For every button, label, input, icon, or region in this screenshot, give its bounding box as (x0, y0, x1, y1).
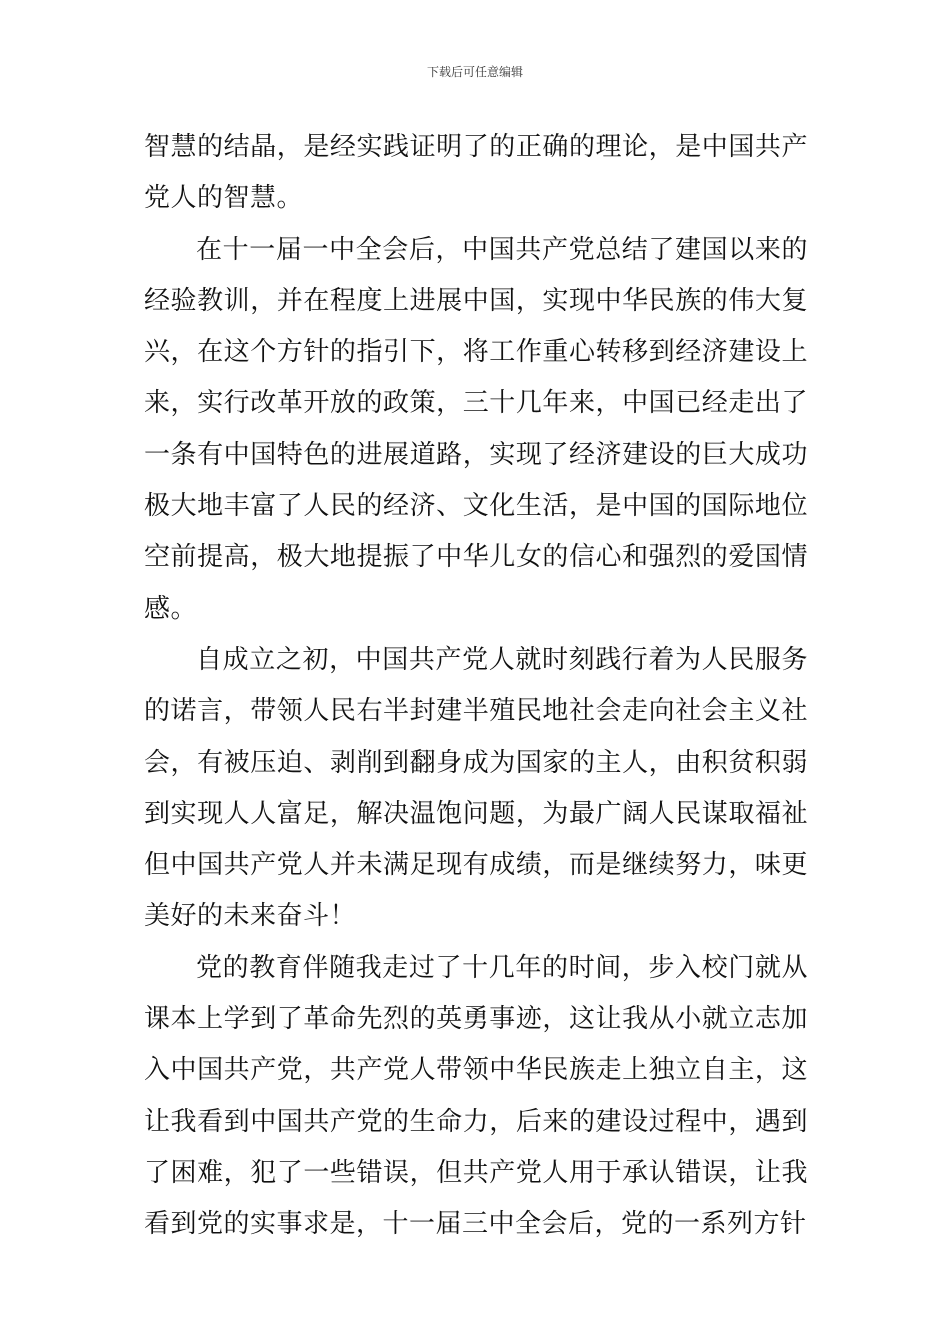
paragraph: 党的教育伴随我走过了十几年的时间，步入校门就从课本上学到了革命先烈的英勇事迹，这让我从小就立志加入中国共产党，共产党人带领中华民族走上独立自主，这让我看到中国共产党的生命力，后来的建设过程中，遇到了困难，犯了一些错误，但共产党人用于承认错误，让我看到党的实事求是，十一届三中全会后，党的一系列方针 (144, 952, 808, 1240)
paragraph-continued: 智慧的结晶，是经实践证明了的正确的理论，是中国共产党人的智慧。 (144, 132, 808, 214)
paragraph: 在十一届一中全会后，中国共产党总结了建国以来的经验教训，并在程度上进展中国，实现中华民族的伟大复兴，在这个方针的指引下，将工作重心转移到经济建设上来，实行改革开放的政策，三十几年来，中国已经走出了一条有中国特色的进展道路，实现了经济建设的巨大成功极大地丰富了人民的经济、文化生活，是中国的国际地位空前提高，极大地提振了中华儿女的信心和强烈的爱国情感。 (144, 234, 808, 624)
paragraph: 自成立之初，中国共产党人就时刻践行着为人民服务的诺言，带领人民右半封建半殖民地社会走向社会主义社会，有被压迫、剥削到翻身成为国家的主人，由积贫积弱到实现人人富足，解决温饱问题，为最广阔人民谋取福祉但中国共产党人并未满足现有成绩，而是继续努力，味更美好的未来奋斗！ (144, 644, 808, 932)
document-body (144, 122, 808, 1251)
page-header: 下载后可任意编辑 (426, 65, 523, 79)
